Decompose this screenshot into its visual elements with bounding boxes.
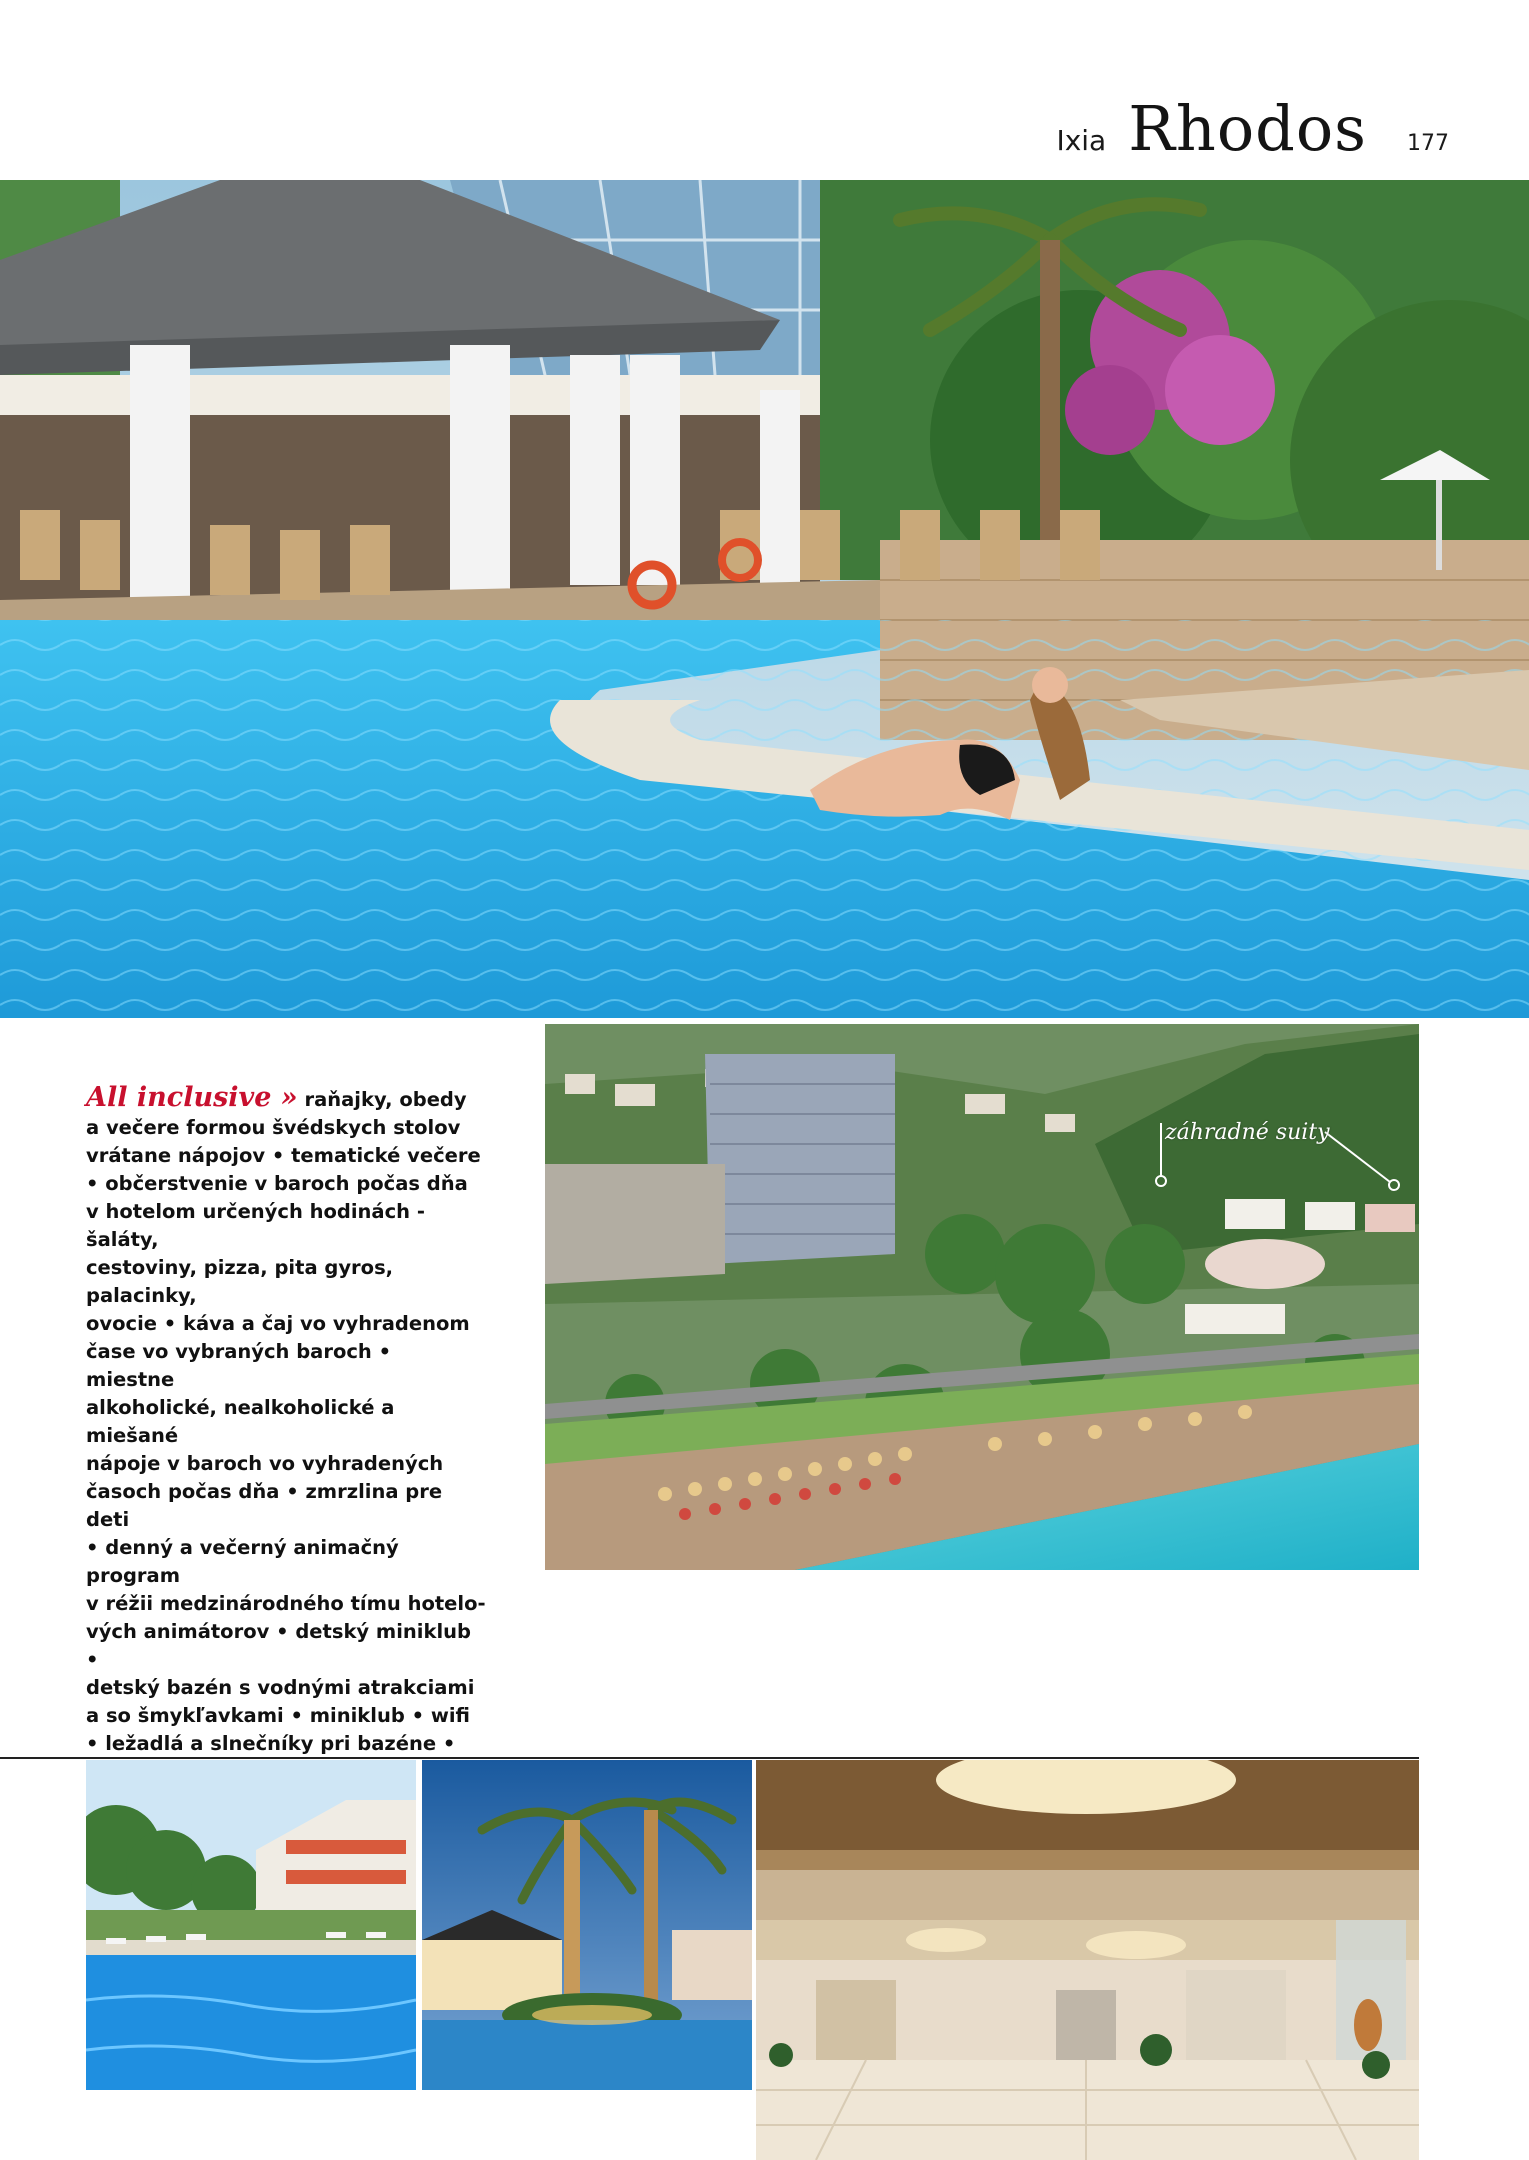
page-title: Rhodos — [1128, 92, 1367, 165]
amenities-line: vých animátorov • detský miniklub • — [86, 1620, 471, 1671]
amenities-line: čase vo vybraných baroch • miestne — [86, 1340, 392, 1391]
amenities-line: ovocie • káva a čaj vo vyhradenom — [86, 1312, 470, 1335]
amenities-line: alkoholické, nealkoholické a miešané — [86, 1396, 395, 1447]
amenities-line: v hotelom určených hodinách - šaláty, — [86, 1200, 425, 1251]
amenities-line: • denný a večerný animačný program — [86, 1536, 399, 1587]
amenities-line: cestoviny, pizza, pita gyros, palacinky, — [86, 1256, 394, 1307]
amenities-line: detský bazén s vodnými atrakciami — [86, 1676, 475, 1699]
page-header — [1056, 92, 1449, 172]
all-inclusive-lead: All inclusive » — [86, 1082, 298, 1113]
amenities-line: časoch počas dňa • zmrzlina pre deti — [86, 1480, 443, 1531]
amenities-text — [86, 1084, 486, 1786]
aerial-hotel-photo — [545, 1024, 1419, 1570]
section-divider — [0, 1757, 1419, 1759]
amenities-line: • ležadlá a slnečníky pri bazéne • — [86, 1732, 456, 1755]
amenities-line: a so šmykľavkami • miniklub • wifi — [86, 1704, 470, 1727]
hotel-lobby-photo — [756, 1760, 1419, 2160]
location-subtitle: Ixia — [1056, 124, 1107, 157]
amenities-line: v réžii medzinárodného tímu hotelo- — [86, 1592, 486, 1615]
amenities-line: nápoje v baroch vo vyhradených — [86, 1452, 444, 1475]
amenities-line: raňajky, obedy — [304, 1088, 467, 1111]
palm-pool-night-photo — [422, 1760, 752, 2090]
page-number: 177 — [1407, 131, 1449, 156]
amenities-line: vrátane nápojov • tematické večere — [86, 1144, 481, 1167]
amenities-line: a večere formou švédskych stolov — [86, 1116, 461, 1139]
hero-pool-photo — [0, 180, 1529, 1018]
amenities-line: • občerstvenie v baroch počas dňa — [86, 1172, 468, 1195]
pool-building-photo — [86, 1760, 416, 2090]
garden-suites-callout: záhradné suity — [1165, 1120, 1330, 1145]
